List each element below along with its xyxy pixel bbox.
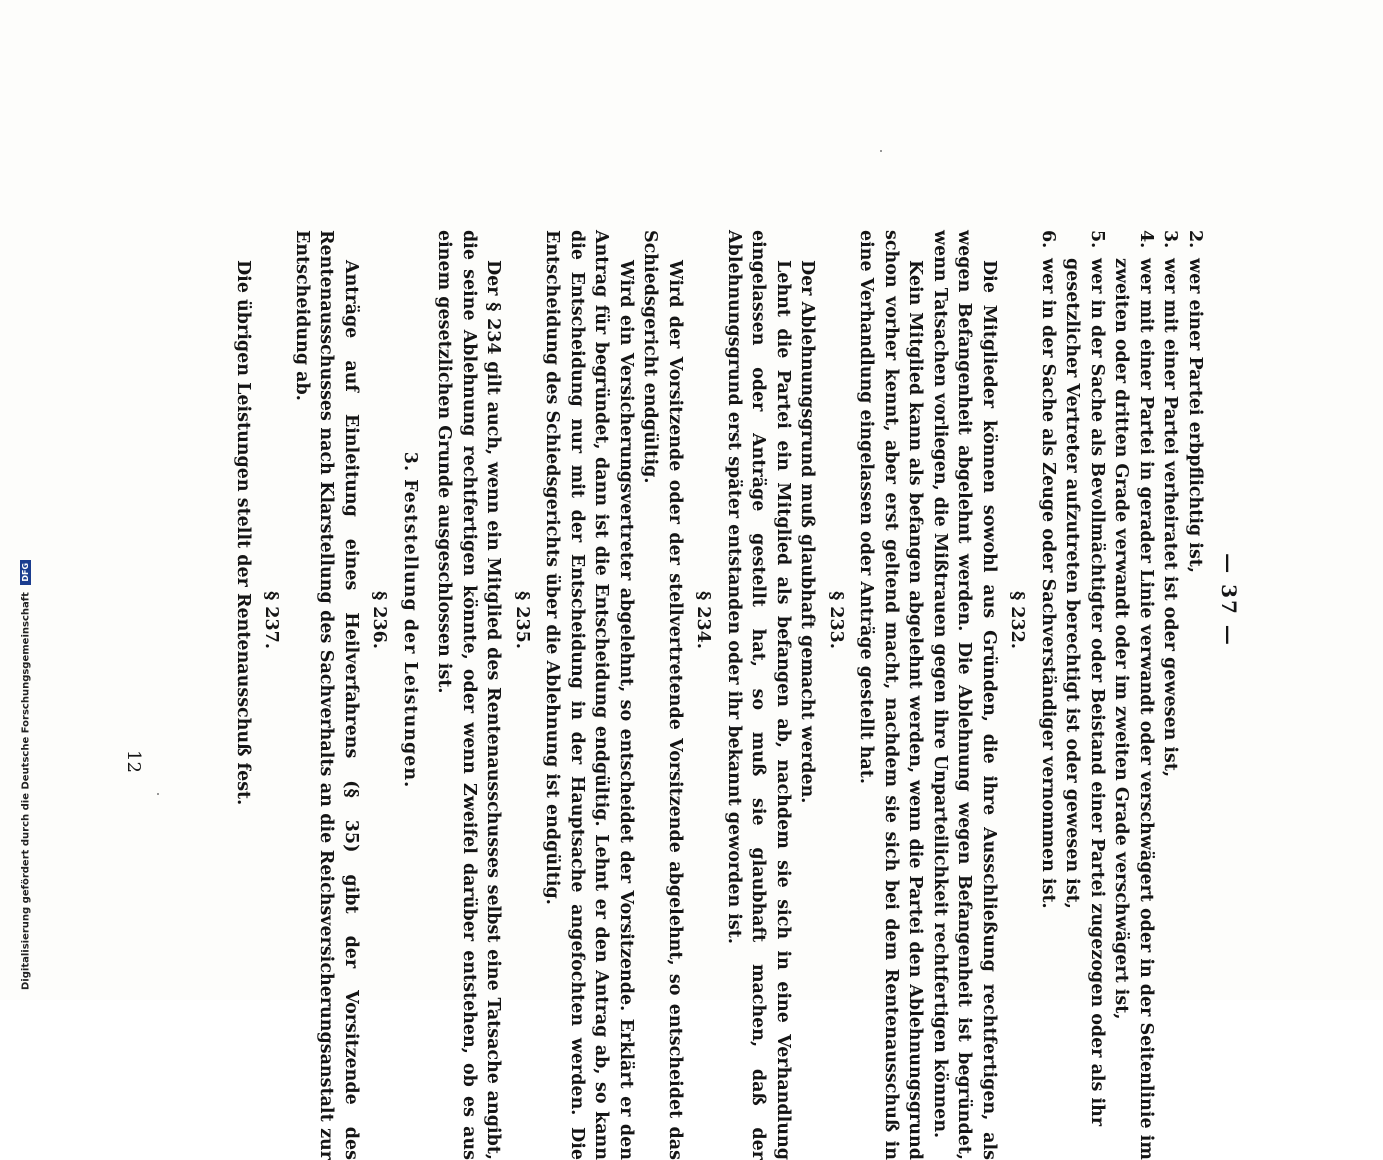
section-heading: § 233. <box>826 591 846 649</box>
list-item <box>1060 230 1109 1160</box>
section-paragraph: Der Ablehnungsgrund muß glaubhaft gemacht werden. <box>797 260 818 804</box>
section-paragraph: Wird ein Versicherungsvertreter abgelehnt, so entscheidet der Vorsitzende. Erklärt er den Antrag für begründet, dann ist die Entscheidung endgültig. Lehnt er den Antrag ab, so kann die Entscheidung nur mit der Entscheidung in der Hauptsache angefochten werden. Die Entscheidung des Schiedsgerichts über die Ablehnung ist endgültig. <box>542 230 636 1160</box>
scan-speck <box>157 793 159 795</box>
section-heading: § 237. <box>261 591 282 649</box>
digitization-credit <box>20 560 32 990</box>
page-marker: 12 <box>123 750 144 773</box>
section-heading: § 236. <box>369 591 390 649</box>
chapter-heading: 3. Feststellung der Leistungen. <box>400 451 420 789</box>
list-item <box>1109 230 1158 1160</box>
scan-speck <box>880 150 882 152</box>
list-item-number: 5. <box>1087 230 1107 249</box>
rotated-document-page <box>123 210 1245 1160</box>
section-heading: § 234. <box>693 591 714 649</box>
section-paragraph: Lehnt die Partei ein Mitglied als befangen ab, nachdem sie sich in eine Verhandlung eingelassen oder Anträge gestellt hat, so muß sie glaubhaft machen, daß der Ablehnungsgrund erst später entstanden oder ihr bekannt geworden ist. <box>724 230 793 1160</box>
section-paragraph: Anträge auf Einleitung eines Heilverfahrens (§ 35) gibt der Vorsitzende des Rentenausschusses nach Klarstellung des Sachverhalts an die Reichsversicherungsanstalt zur Entscheidung ab. <box>292 230 361 1160</box>
section-paragraph: Die Mitglieder können sowohl aus Gründen, die ihre Ausschließung rechtfertigen, als wegen Befangenheit abgelehnt werden. Die Ablehnung wegen Befangenheit ist begründet, wenn Tatsachen vorliegen, die Mißtrauen gegen ihre Unparteilichkeit rechtfertigen können. <box>930 230 999 1160</box>
section-heading: § 235. <box>512 591 532 649</box>
section-paragraph: Kein Mitglied kann als befangen abgelehnt werden, wenn die Partei den Ablehnungsgrund schon vorher kennt, aber erst geltend macht, nachdem sie sich bei dem Rentenausschuß in eine Verhandlung eingelassen oder Anträge gestellt hat. <box>856 230 926 1160</box>
section-paragraph: Der § 234 gilt auch, wenn ein Mitglied des Rentenausschusses selbst eine Tatsache angibt, die seine Ablehnung rechtfertigen könnte, oder wenn Zweifel darüber entstehen, ob es aus einem gesetzlichen Grunde ausgeschlossen ist. <box>434 230 504 1160</box>
list-item-number: 3. <box>1160 230 1181 249</box>
credit-text: Digitalisierung gefördert durch die Deutsche Forschungsgemeinschaft <box>20 592 32 990</box>
section-heading: § 232. <box>1007 591 1028 649</box>
list-item-number: 4. <box>1136 230 1156 249</box>
page-header <box>1215 210 1245 990</box>
list-item-number: 2. <box>1185 230 1205 249</box>
list-item-text: wer in der Sache als Zeuge oder Sachverständiger vernommen ist. <box>1038 258 1058 909</box>
section-paragraph: Die übrigen Leistungen stellt der Rentenausschuß fest. <box>233 260 253 806</box>
list-item-text: wer einer Partei erbpflichtig ist, <box>1185 258 1205 573</box>
list-item-text: wer mit einer Partei verheiratet ist oder gewesen ist, <box>1160 258 1181 778</box>
list-item <box>1183 230 1208 1160</box>
dfg-logo: DFG <box>20 560 31 585</box>
section-paragraph: Wird der Vorsitzende oder der stellvertretende Vorsitzende abgelehnt, so entscheidet das Schiedsgericht endgültig. <box>640 230 685 1160</box>
list-item <box>1036 230 1061 1160</box>
page-number: — 37 — <box>1217 553 1241 647</box>
document-body <box>231 230 1208 1160</box>
list-item <box>1158 230 1183 1160</box>
list-item-number: 6. <box>1038 230 1058 249</box>
list-item-text: wer mit einer Partei in gerader Linie verwandt oder verschwägert oder in der Seitenlinie im zweiten oder dritten Grade verwandt oder im zweiten Grade verschwägert ist, <box>1111 258 1156 1160</box>
list-item-text: wer in der Sache als Bevollmächtigter oder Beistand einer Partei zugezogen oder als ihr gesetzlicher Vertreter aufzutreten berechtigt ist oder gewesen ist, <box>1062 258 1107 1127</box>
